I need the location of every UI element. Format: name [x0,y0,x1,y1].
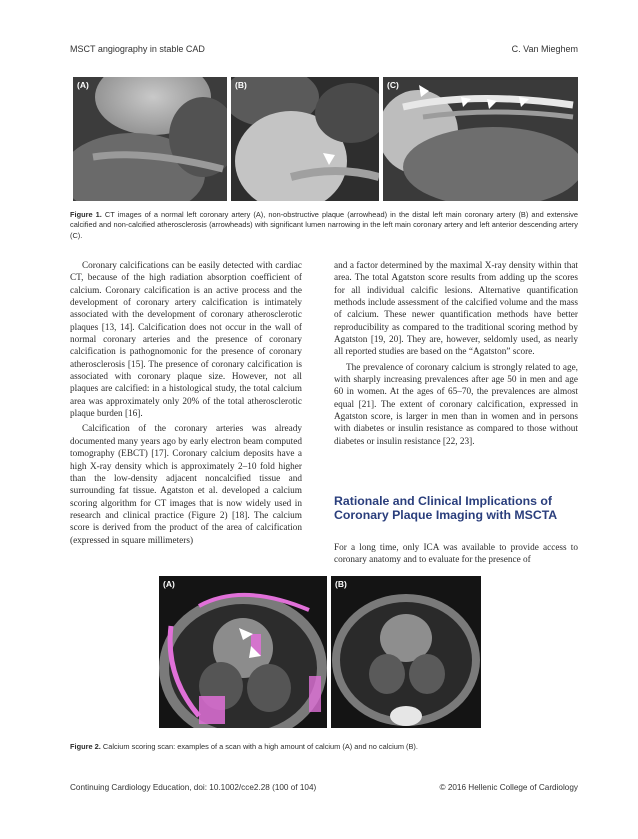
figure1-caption-text: CT images of a normal left coronary artery (A), non-obstructive plaque (arrowhead) in the distal left main coronary artery (B) and extensive calcified and non-calcified atherosclerosis (arrowheads) with significant lumen narrowing in the left main coronary artery and left anterior descending artery (C). [70,210,578,240]
figure1-panel-a-label: (A) [77,80,89,90]
figure1-panel-c [383,77,578,201]
figure2-panel-a [159,576,327,728]
running-header-author: C. Van Mieghem [511,44,578,54]
figure2-panel-b-label: (B) [335,579,347,589]
footer-citation: Continuing Cardiology Education, doi: 10.1002/cce2.28 (100 of 104) [70,783,317,792]
figure1-panel-a [73,77,227,201]
paragraph: For a long time, only ICA was available to provide access to coronary anatomy and to evaluate for the presence of [334,543,578,566]
figure2-caption [70,742,578,752]
running-header-title: MSCT angiography in stable CAD [70,44,205,54]
figure1-panel-c-label: (C) [387,80,399,90]
paragraph: Calcification of the coronary arteries was already documented many years ago by early electron beam computed tomography (EBCT) [17]. Coronary calcium deposits have a high X-ray density which is approximately 2–10 fold higher than the low-density adjacent noncalcified tissue and surrounding fat tissue. Agatston et al. developed a calcium scoring algorithm for CT images that is now widely used in research and clinical practice (Figure 2) [18]. The calcium score is derived from the product of the area of calcification (expressed in square millimeters) [70,424,302,546]
section-heading: Rationale and Clinical Implications of Coronary Plaque Imaging with MSCTA [334,494,558,522]
left-column [70,260,302,547]
figure2-caption-label: Figure 2. [70,742,101,751]
paragraph: The prevalence of coronary calcium is strongly related to age, with sharply increasing prevalences after age 50 in men and age 60 in women. At the ages of 65–70, the prevalences are almost equal [21]. The extent of coronary calcification, expressed in Agatston score, is larger in men than in women and in persons with diabetes or insulin resistance as compared to those without diabetes or insulin resistance [22, 23]. [334,362,578,447]
figure1-caption [70,210,578,241]
paragraph: Coronary calcifications can be easily detected with cardiac CT, because of the high radiation absorption coefficient of calcium. Coronary calcification is an active process and the development of coronary artery calcification is intimately associated with the development of coronary atherosclerotic plaques [13, 14]. Calcification does not occur in the wall of normal coronary arteries and the presence of coronary calcification is pathognomonic for the presence of coronary atherosclerosis [15]. The presence of coronary calcification is associated with coronary plaque size. However, not all plaques are calcified: in a histological study, the total calcium area was approximately only 20% of the total atherosclerotic plaque burden [16]. [70,261,302,420]
right-column [334,260,578,448]
figure2-panel-a-label: (A) [163,579,175,589]
figure1-caption-label: Figure 1. [70,210,102,219]
figure2-caption-text: Calcium scoring scan: examples of a scan with a high amount of calcium (A) and no calcium (B). [102,742,418,751]
right-column-continued [334,542,578,567]
figure1-panel-b [231,77,379,201]
paragraph: and a factor determined by the maximal X-ray density within that area. The total Agatston score results from adding up the scores for all individual calcific lesions. Alternative quantification methods include assessment of the calcified volume and the mass of calcium. These newer quantification methods have better reproducibility as compared to the traditional scoring method by Agatston [19, 20]. They are, however, seldomly used, as nearly all reported studies are based on the “Agatston” score. [334,261,578,358]
figure1-panel-b-label: (B) [235,80,247,90]
footer-copyright: © 2016 Hellenic College of Cardiology [439,783,578,792]
figure2-panel-b [331,576,481,728]
